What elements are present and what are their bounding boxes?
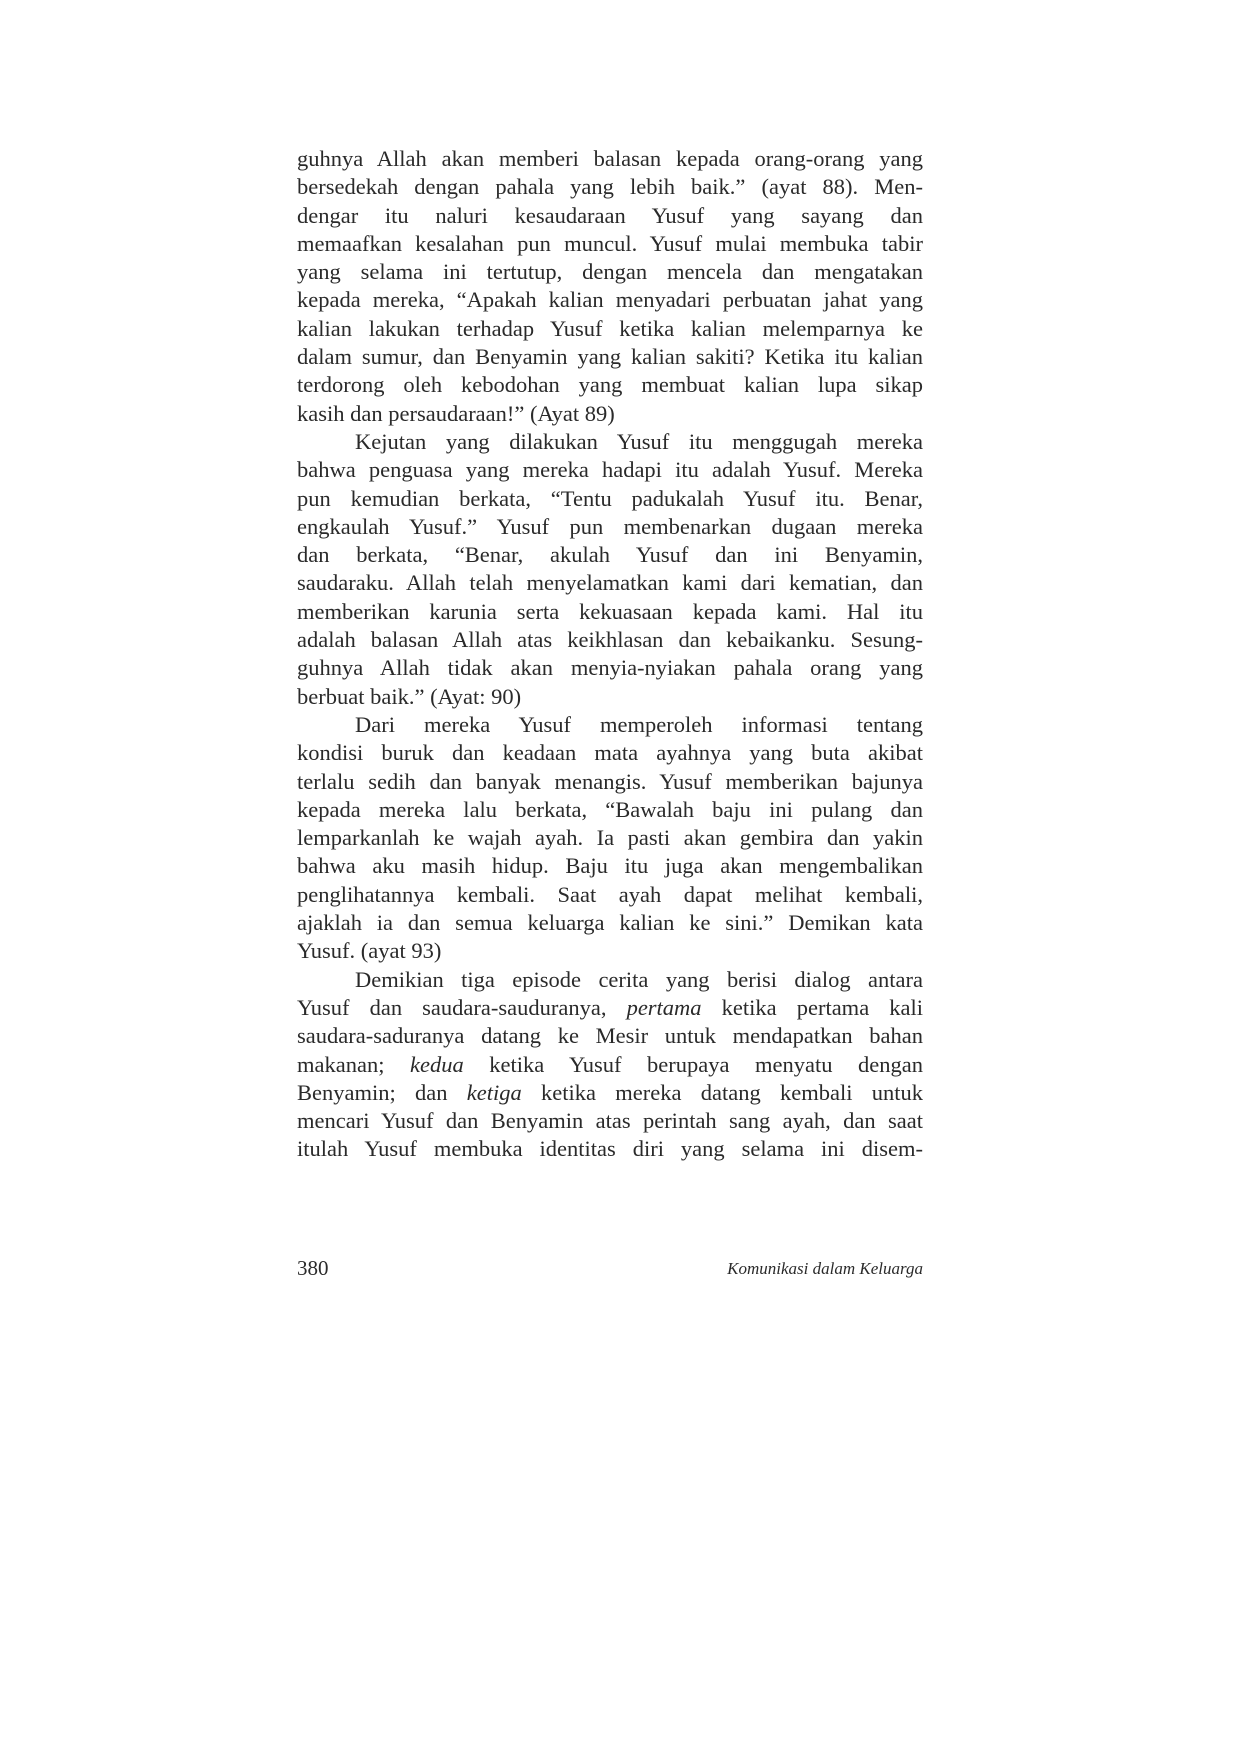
- text-line: bahwa penguasa yang mereka hadapi itu adalah Yusuf. Mereka: [297, 457, 923, 483]
- text-line: pun kemudian berkata, “Tentu padukalah Yusuf itu. Benar,: [297, 485, 923, 511]
- text-line: guhnya Allah akan memberi balasan kepada orang-orang yang: [297, 146, 923, 171]
- text-line: kondisi buruk dan keadaan mata ayahnya yang buta akibat: [297, 740, 923, 766]
- body-text: [297, 145, 923, 1164]
- text-line: terlalu sedih dan banyak menangis. Yusuf memberikan bajunya: [297, 768, 923, 794]
- text-line: saudaraku. Allah telah menyelamatkan kami dari kematian, dan: [297, 570, 923, 596]
- text-line: dan berkata, “Benar, akulah Yusuf dan ini Benyamin,: [297, 542, 923, 568]
- paragraph-start-line: Kejutan yang dilakukan Yusuf itu menggugah mereka: [355, 428, 923, 454]
- text-segment: ketika pertama kali: [701, 994, 924, 1020]
- text-line: lemparkanlah ke wajah ayah. Ia pasti akan gembira dan yakin: [297, 825, 923, 851]
- text-line: adalah balasan Allah atas keikhlasan dan kebaikanku. Sesung-: [297, 627, 923, 653]
- text-line: kepada mereka, “Apakah kalian menyadari perbuatan jahat yang: [297, 287, 923, 313]
- text-line: mencari Yusuf dan Benyamin atas perintah sang ayah, dan saat: [297, 1108, 923, 1134]
- text-line: bahwa aku masih hidup. Baju itu juga akan mengembalikan: [297, 853, 923, 879]
- text-line: dengar itu naluri kesaudaraan Yusuf yang sayang dan: [297, 202, 923, 228]
- text-line: kalian lakukan terhadap Yusuf ketika kalian melemparnya ke: [297, 315, 923, 341]
- text-segment: Benyamin; dan: [297, 1079, 467, 1105]
- text-line: [297, 1051, 923, 1079]
- running-footer-title: Komunikasi dalam Keluarga: [727, 1259, 923, 1278]
- text-line: yang selama ini tertutup, dengan mencela dan mengatakan: [297, 259, 923, 285]
- text-segment: makanan;: [297, 1051, 411, 1077]
- text-line: ajaklah ia dan semua keluarga kalian ke sini.” Demikan kata: [297, 910, 923, 936]
- paragraph-start-line: Dari mereka Yusuf memperoleh informasi tentang: [355, 711, 923, 737]
- text-line: engkaulah Yusuf.” Yusuf pun membenarkan dugaan mereka: [297, 513, 923, 539]
- text-line: penglihatannya kembali. Saat ayah dapat melihat kembali,: [297, 881, 923, 907]
- text-segment: ketika Yusuf berupaya menyatu dengan: [463, 1051, 924, 1077]
- text-line: [297, 1079, 923, 1107]
- emphasis-third: ketiga: [466, 1079, 522, 1105]
- text-line: dalam sumur, dan Benyamin yang kalian sakiti? Ketika itu kalian: [297, 344, 923, 370]
- emphasis-first: pertama: [626, 994, 702, 1020]
- text-line: guhnya Allah tidak akan menyia-nyiakan pahala orang yang: [297, 655, 923, 681]
- text-segment: Yusuf dan saudara-sauduranya,: [297, 994, 627, 1020]
- paragraph-start-line: Demikian tiga episode cerita yang berisi dialog antara: [355, 966, 923, 992]
- text-line: kasih dan persaudaraan!” (Ayat 89): [297, 400, 615, 426]
- text-line: terdorong oleh kebodohan yang membuat kalian lupa sikap: [297, 372, 923, 398]
- text-line: bersedekah dengan pahala yang lebih baik.” (ayat 88). Men-: [297, 174, 923, 200]
- emphasis-second: kedua: [410, 1051, 464, 1077]
- text-line: saudara-saduranya datang ke Mesir untuk mendapatkan bahan: [297, 1023, 923, 1049]
- text-line: [297, 994, 923, 1022]
- text-line: Yusuf. (ayat 93): [297, 938, 442, 964]
- text-line: kepada mereka lalu berkata, “Bawalah baju ini pulang dan: [297, 796, 923, 822]
- text-line: itulah Yusuf membuka identitas diri yang selama ini disem-: [297, 1136, 923, 1162]
- text-line: memberikan karunia serta kekuasaan kepada kami. Hal itu: [297, 598, 923, 624]
- page-number: 380: [297, 1256, 329, 1280]
- text-line: memaafkan kesalahan pun muncul. Yusuf mulai membuka tabir: [297, 230, 923, 256]
- text-line: berbuat baik.” (Ayat: 90): [297, 683, 522, 709]
- text-segment: ketika mereka datang kembali untuk: [521, 1079, 923, 1105]
